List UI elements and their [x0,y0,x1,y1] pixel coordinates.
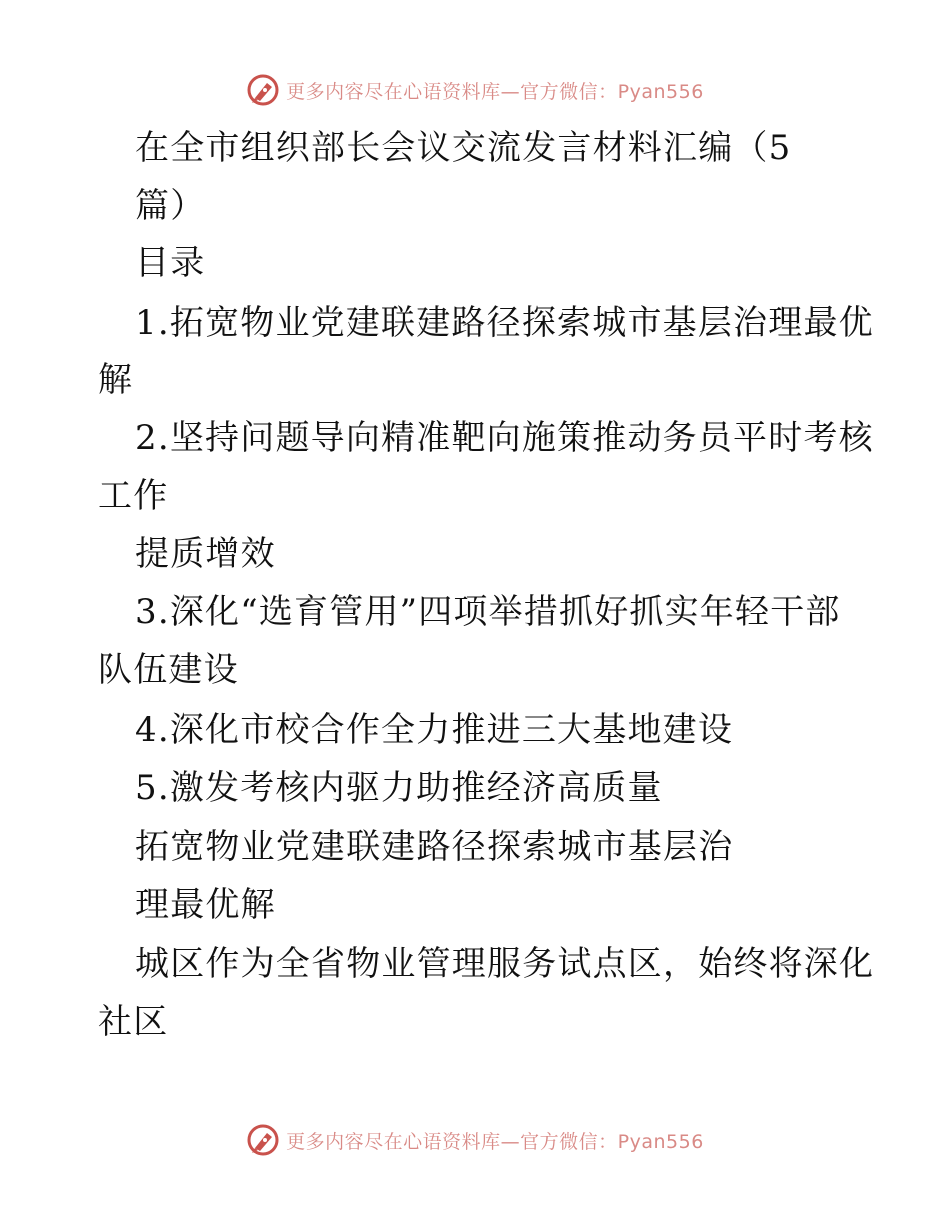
section-title-line-1: 拓宽物业党建联建路径探索城市基层治 [135,827,734,867]
pen-nib-logo-icon [246,1123,280,1157]
toc-item-2-line-2: 工作 [98,476,169,516]
watermark-text: 更多内容尽在心语资料库—官方微信：Pyan556 [286,80,704,103]
section-title-line-2: 理最优解 [135,885,276,925]
toc-item-1-line-1: 1.拓宽物业党建联建路径探索城市基层治理最优 [135,303,874,343]
toc-item-4: 4.深化市校合作全力推进三大基地建设 [135,710,734,750]
toc-item-2-line-1: 2.坚持问题导向精准靶向施策推动务员平时考核 [135,418,874,458]
paragraph-line-1: 城区作为全省物业管理服务试点区，始终将深化 [135,944,875,984]
document-title-line-2: 篇） [135,186,206,226]
watermark-banner-bottom [0,1120,950,1160]
toc-item-5: 5.激发考核内驱力助推经济高质量 [135,768,663,808]
document-title-line-1: 在全市组织部长会议交流发言材料汇编（5 [135,128,792,168]
watermark-text: 更多内容尽在心语资料库—官方微信：Pyan556 [286,1130,704,1153]
toc-item-3-line-1: 3.深化“选育管用”四项举措抓好抓实年轻干部 [135,592,841,632]
toc-item-2-line-3: 提质增效 [135,534,276,574]
pen-nib-logo-icon [246,73,280,107]
watermark-banner-top [0,70,950,110]
toc-item-3-line-2: 队伍建设 [98,650,239,690]
toc-heading: 目录 [135,243,206,283]
paragraph-line-2: 社区 [98,1002,169,1042]
toc-item-1-line-2: 解 [98,360,134,400]
